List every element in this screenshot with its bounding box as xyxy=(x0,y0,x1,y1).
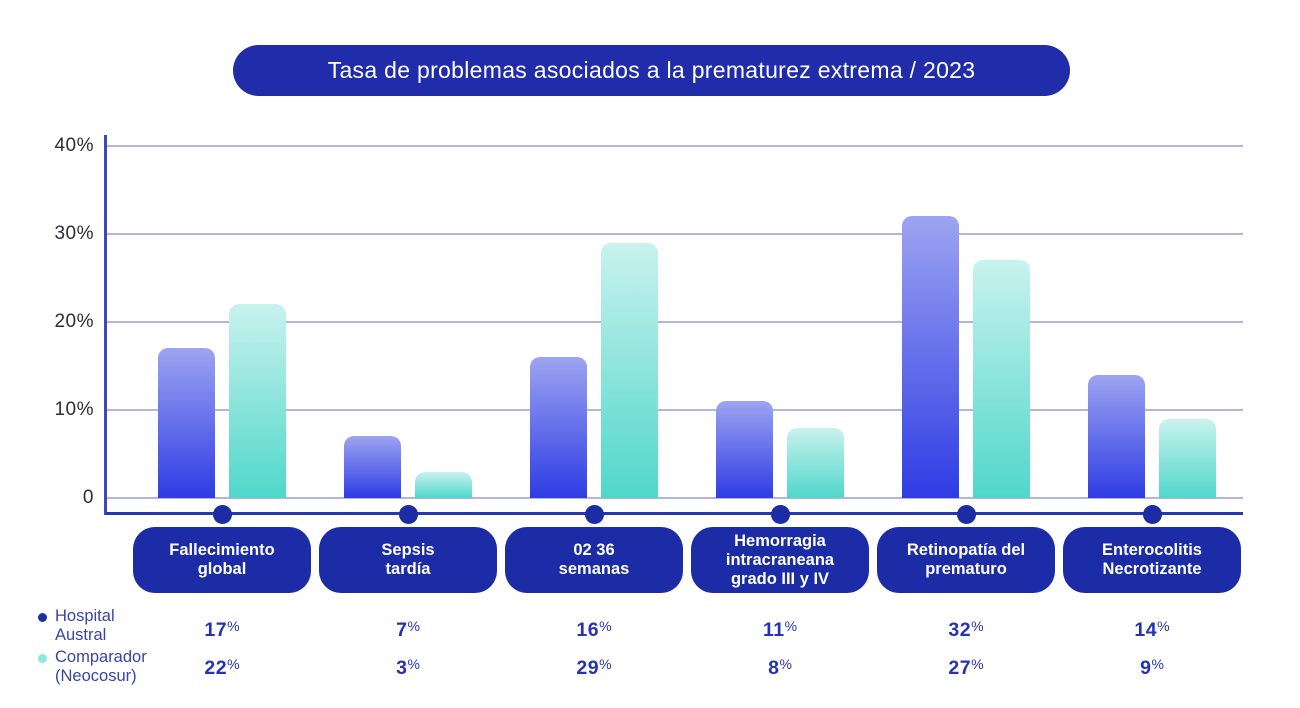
value-number: 29 xyxy=(576,657,600,679)
value-percent-sign: % xyxy=(971,618,984,634)
category-label-line: grado III y IV xyxy=(730,569,830,588)
y-tick-label: 30% xyxy=(54,223,94,244)
legend-label-line: Comparador xyxy=(55,648,147,666)
value-percent-sign: % xyxy=(407,618,420,634)
value-number: 8 xyxy=(768,657,780,679)
value-comparador-neocosur-3 xyxy=(505,650,683,678)
category-pill-2 xyxy=(319,527,497,593)
category-label-line: tardía xyxy=(385,560,431,578)
value-number: 9 xyxy=(1140,657,1152,679)
value-hospital-austral-3 xyxy=(505,612,683,640)
value-comparador-neocosur-2 xyxy=(319,650,497,678)
value-percent-sign: % xyxy=(407,656,420,672)
category-label-line: Retinopatía del xyxy=(906,541,1026,559)
axis-dot-icon xyxy=(585,505,604,524)
gridline-40% xyxy=(106,145,1243,147)
category-pill-1 xyxy=(133,527,311,593)
bar-hospital-austral-4 xyxy=(716,401,773,498)
bar-hospital-austral-3 xyxy=(530,357,587,498)
category-label-line: Fallecimiento xyxy=(169,541,275,559)
bar-hospital-austral-1 xyxy=(158,348,215,498)
value-number: 16 xyxy=(576,619,600,641)
legend-item-hospital-austral xyxy=(38,607,115,645)
category-label-line: Sepsis xyxy=(381,541,435,559)
bar-hospital-austral-2 xyxy=(344,436,401,498)
category-pill-4 xyxy=(691,527,869,593)
bar-hospital-austral-5 xyxy=(902,216,959,498)
value-percent-sign: % xyxy=(599,656,612,672)
value-number: 17 xyxy=(204,619,228,641)
y-tick-label: 20% xyxy=(54,311,94,332)
legend-label-line: Hospital xyxy=(55,607,115,625)
value-number: 32 xyxy=(948,619,972,641)
axis-dot-icon xyxy=(213,505,232,524)
gridline-30% xyxy=(106,233,1243,235)
bar-comparador-neocosur-1 xyxy=(229,304,286,498)
y-tick-label: 40% xyxy=(54,135,94,156)
value-comparador-neocosur-6 xyxy=(1063,650,1241,678)
value-number: 11 xyxy=(762,619,785,641)
category-pill-5 xyxy=(877,527,1055,593)
bar-comparador-neocosur-6 xyxy=(1159,419,1216,498)
category-label-line: global xyxy=(197,560,247,578)
chart-title-pill xyxy=(233,45,1070,96)
value-percent-sign: % xyxy=(971,656,984,672)
legend-bullet-hospital-austral-icon xyxy=(38,613,47,622)
bar-comparador-neocosur-5 xyxy=(973,260,1030,498)
value-hospital-austral-6 xyxy=(1063,612,1241,640)
value-number: 7 xyxy=(396,619,408,641)
category-label-line: intracraneana xyxy=(725,550,835,569)
legend-label-line: (Neocosur) xyxy=(55,667,137,685)
category-pill-3 xyxy=(505,527,683,593)
axis-dot-icon xyxy=(399,505,418,524)
value-percent-sign: % xyxy=(1157,618,1170,634)
category-label-line: Enterocolitis xyxy=(1102,541,1202,559)
value-hospital-austral-1 xyxy=(133,612,311,640)
bar-comparador-neocosur-2 xyxy=(415,472,472,498)
value-comparador-neocosur-5 xyxy=(877,650,1055,678)
value-comparador-neocosur-1 xyxy=(133,650,311,678)
bar-comparador-neocosur-4 xyxy=(787,428,844,498)
legend-bullet-comparador-neocosur-icon xyxy=(38,654,47,663)
value-hospital-austral-2 xyxy=(319,612,497,640)
value-percent-sign: % xyxy=(227,618,240,634)
category-label-line: Necrotizante xyxy=(1102,560,1202,578)
value-percent-sign: % xyxy=(227,656,240,672)
axis-dot-icon xyxy=(1143,505,1162,524)
bar-comparador-neocosur-3 xyxy=(601,243,658,498)
y-tick-label: 0 xyxy=(82,487,94,508)
value-percent-sign: % xyxy=(784,618,798,634)
x-axis-line xyxy=(106,512,1243,515)
legend-label-hospital-austral xyxy=(55,607,115,645)
legend-label-comparador-neocosur xyxy=(55,648,147,686)
category-label-line: prematuro xyxy=(925,560,1007,578)
y-axis-line xyxy=(104,135,107,515)
value-number: 14 xyxy=(1134,619,1158,641)
value-number: 3 xyxy=(396,657,408,679)
category-pill-6 xyxy=(1063,527,1241,593)
chart-title: Tasa de problemas asociados a la prematurez extrema / 2023 xyxy=(327,57,976,83)
bar-hospital-austral-6 xyxy=(1088,375,1145,498)
value-percent-sign: % xyxy=(599,618,612,634)
axis-dot-icon xyxy=(771,505,790,524)
value-hospital-austral-5 xyxy=(877,612,1055,640)
value-comparador-neocosur-4 xyxy=(691,650,869,678)
legend-item-comparador-neocosur xyxy=(38,648,147,686)
value-percent-sign: % xyxy=(779,656,792,672)
value-percent-sign: % xyxy=(1151,656,1164,672)
axis-dot-icon xyxy=(957,505,976,524)
category-label-line: 02 36 xyxy=(573,541,615,559)
category-label-line: Hemorragia xyxy=(734,531,826,550)
legend-label-line: Austral xyxy=(55,626,107,644)
y-tick-label: 10% xyxy=(54,399,94,420)
value-number: 27 xyxy=(948,657,972,679)
value-hospital-austral-4 xyxy=(691,612,869,640)
value-number: 22 xyxy=(204,657,228,679)
category-label-line: semanas xyxy=(558,560,630,578)
